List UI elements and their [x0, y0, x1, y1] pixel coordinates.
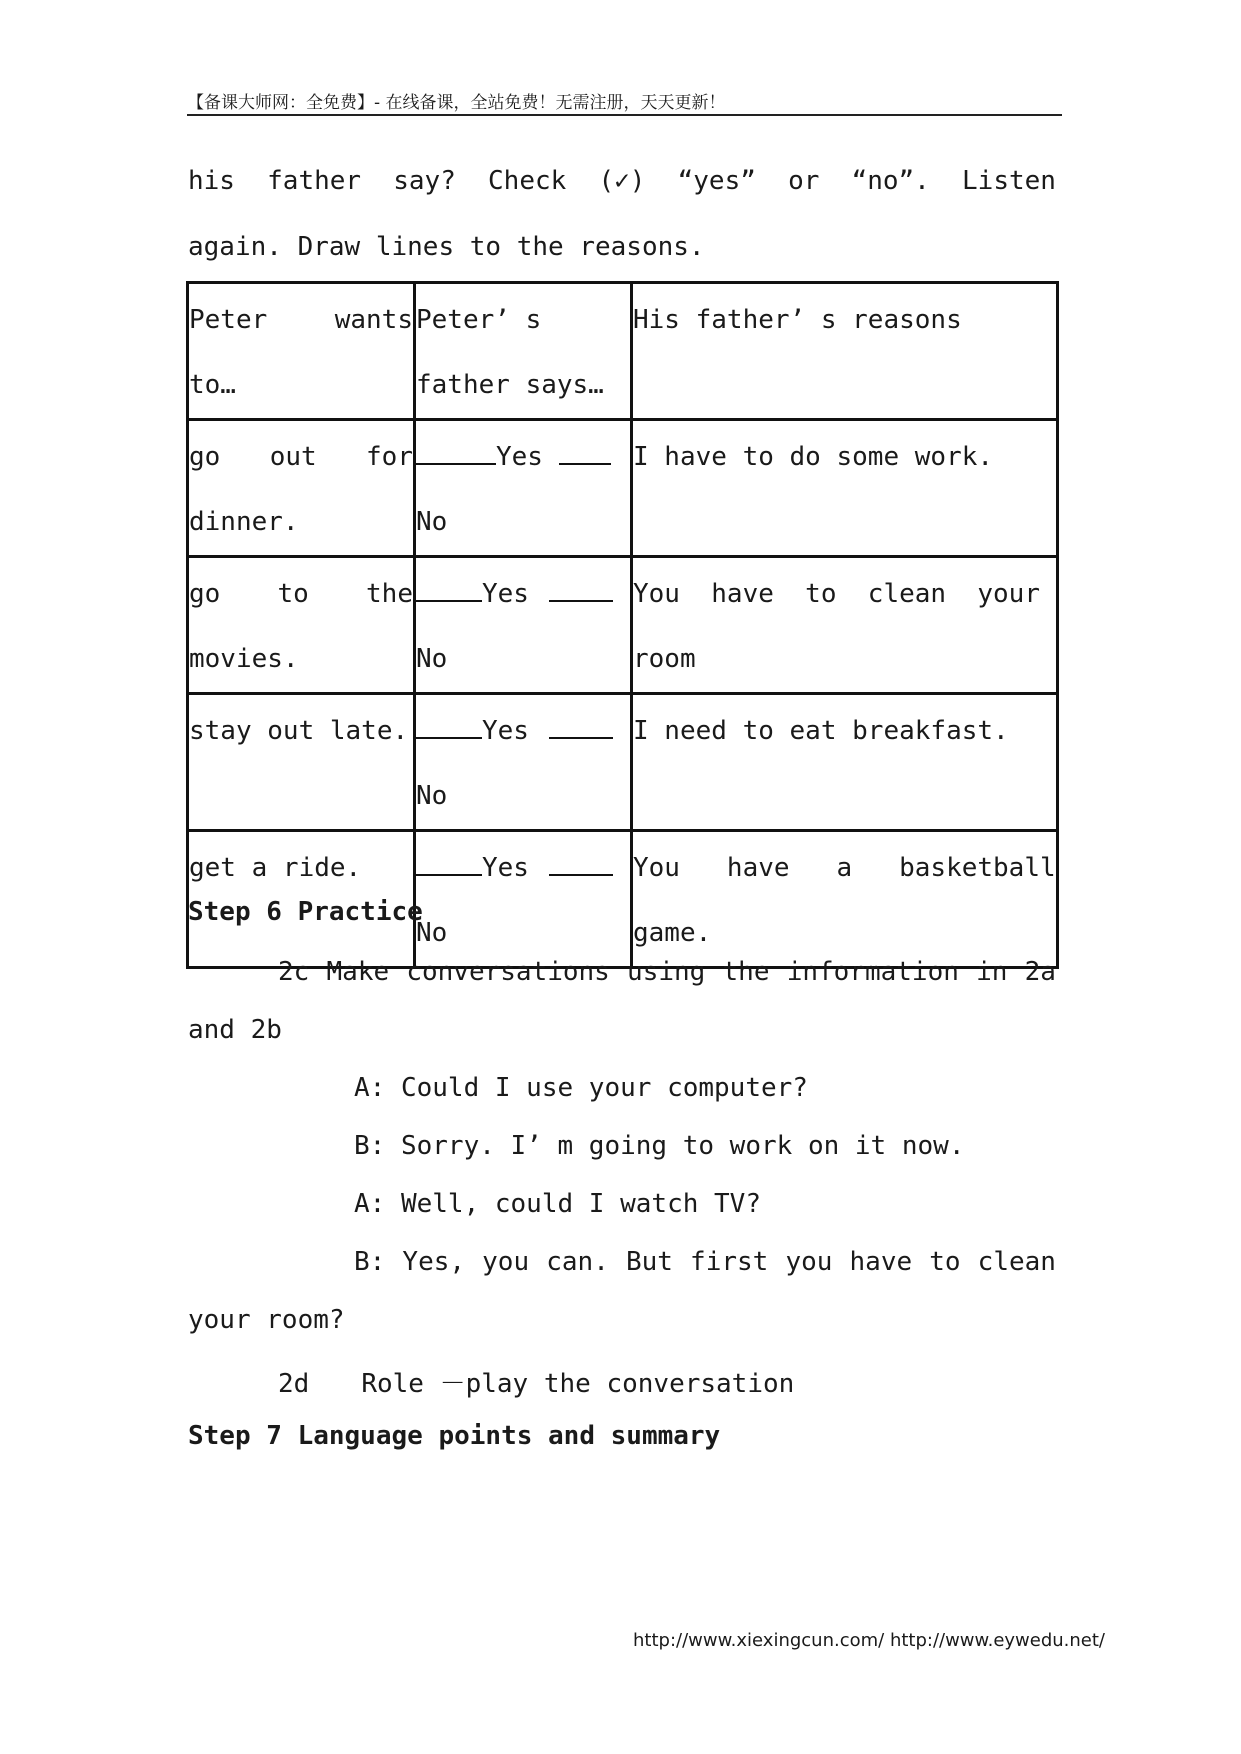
- answer-cell: Yes No: [415, 694, 632, 831]
- dialogue-word: clean: [977, 1247, 1056, 1277]
- yes-blank[interactable]: [416, 441, 496, 465]
- yes-blank[interactable]: [416, 578, 482, 602]
- no-blank[interactable]: [549, 852, 613, 876]
- dialogue-word: first: [690, 1247, 769, 1277]
- dialogue-word: B:: [354, 1247, 386, 1277]
- want-cell: stay out late.: [188, 694, 415, 831]
- practice-2c-word: in: [976, 957, 1008, 987]
- dialogue-word: you: [785, 1247, 833, 1277]
- reason-cell: You have to clean your room: [632, 557, 1058, 694]
- table-row: [188, 694, 1058, 831]
- practice-2c-label: 2c: [278, 957, 310, 987]
- dialogue-word: you: [482, 1247, 530, 1277]
- header-divider: [187, 114, 1062, 116]
- dialogue-a2: A: Well, could I watch TV?: [354, 1189, 761, 1219]
- table-row: [188, 420, 1058, 557]
- intro-word: Listen: [962, 166, 1056, 196]
- reason-cell: You have a basketball game.: [632, 831, 1058, 968]
- practice-2c-line-2: and 2b: [188, 1015, 282, 1045]
- yes-blank[interactable]: [416, 715, 482, 739]
- dialogue-b2: [354, 1247, 1056, 1277]
- reason-cell: I need to eat breakfast.: [632, 694, 1058, 831]
- reasons-table: [186, 281, 1059, 969]
- table-header-row: [188, 283, 1058, 420]
- intro-word: (✓): [598, 166, 646, 196]
- table-row: [188, 557, 1058, 694]
- answer-cell: Yes No: [415, 557, 632, 694]
- step-6-heading: Step 6 Practice: [188, 897, 423, 927]
- dialogue-word: have: [849, 1247, 913, 1277]
- intro-line-2: again. Draw lines to the reasons.: [188, 232, 705, 262]
- intro-word: Check: [488, 166, 567, 196]
- answer-cell: Yes No: [415, 420, 632, 557]
- intro-word: say?: [393, 166, 456, 196]
- practice-2c-word: information: [786, 957, 959, 987]
- intro-word: his: [188, 166, 235, 196]
- dialogue-word: can.: [546, 1247, 609, 1277]
- intro-line-1: [188, 166, 1056, 196]
- dialogue-b2-line-2: your room?: [188, 1305, 345, 1335]
- step-7-heading: Step 7 Language points and summary: [188, 1421, 721, 1451]
- answer-cell: Yes No: [415, 831, 632, 968]
- want-cell: go out for dinner.: [188, 420, 415, 557]
- practice-2c-line-1: [278, 957, 1056, 987]
- site-header: 【备课大师网：全免费】- 在线备课，全站免费！无需注册，天天更新！: [187, 93, 726, 113]
- intro-word: or: [788, 166, 820, 196]
- yes-blank[interactable]: [416, 852, 482, 876]
- footer-links: http://www.xiexingcun.com/ http://www.eywedu.net/: [633, 1630, 1105, 1651]
- dialogue-b1: B: Sorry. I’ m going to work on it now.: [354, 1131, 965, 1161]
- dialogue-word: Yes,: [402, 1247, 466, 1277]
- intro-word: “no”.: [851, 166, 930, 196]
- want-cell: get a ride.: [188, 831, 415, 968]
- dialogue-word: But: [625, 1247, 673, 1277]
- practice-2d: 2d Role －play the conversation: [278, 1369, 795, 1399]
- practice-2c-word: the: [722, 957, 770, 987]
- no-blank[interactable]: [549, 715, 613, 739]
- want-cell: go to the movies.: [188, 557, 415, 694]
- header-cell-reasons: His father’ s reasons: [632, 283, 1058, 420]
- dialogue-a1: A: Could I use your computer?: [354, 1073, 808, 1103]
- header-cell-father-says: Peter’ s father says…: [415, 283, 632, 420]
- practice-2c-word: conversations: [406, 957, 610, 987]
- no-blank[interactable]: [559, 441, 611, 465]
- intro-word: father: [267, 166, 362, 196]
- header-cell-wants: Peter wants to…: [188, 283, 415, 420]
- dialogue-word: to: [929, 1247, 961, 1277]
- practice-2c-word: Make: [326, 957, 390, 987]
- reason-cell: I have to do some work.: [632, 420, 1058, 557]
- practice-2c-word: using: [627, 957, 706, 987]
- intro-word: “yes”: [677, 166, 756, 196]
- practice-2c-word: 2a: [1024, 957, 1056, 987]
- no-blank[interactable]: [549, 578, 613, 602]
